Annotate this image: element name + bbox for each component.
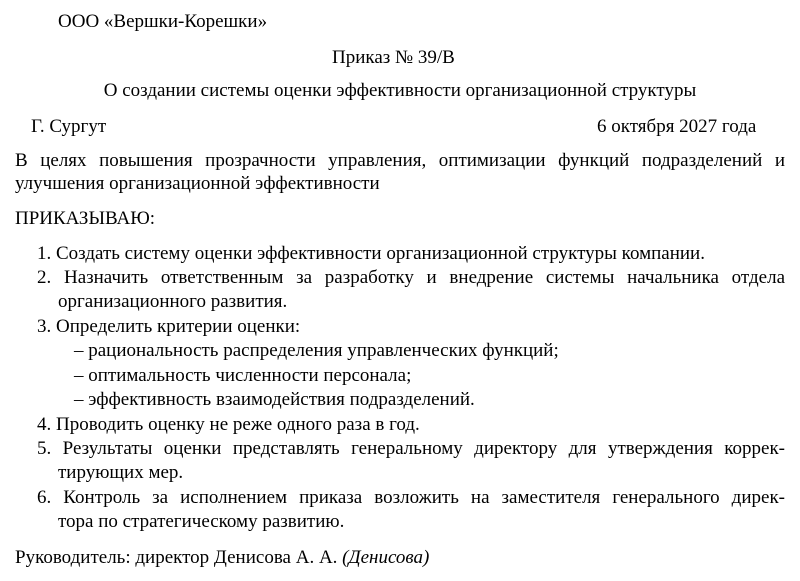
preamble-line-1: В целях повышения прозрачности управления, оптимизации функций подразделений и — [15, 150, 785, 171]
order-title: О создании системы оценки эффективности организационной структуры — [103, 80, 697, 101]
list-item-text: Назначить ответственным за разработку и внедрение системы начальника отдела — [63, 267, 786, 288]
order-number: Приказ № 39/В — [332, 47, 455, 68]
criteria-item-2: – оптимальность численности персонала; — [74, 365, 412, 386]
list-item-6-continuation: тора по стратегическому развитию. — [58, 511, 345, 532]
list-item-5-continuation: тирующих мер. — [58, 462, 184, 483]
list-item-text: Проводить оценку не реже одного раза в год. — [56, 414, 420, 435]
signature-handwritten: (Денисова) — [342, 547, 430, 568]
order-date: 6 октября 2027 года — [597, 116, 757, 137]
list-item-4 — [37, 414, 420, 436]
list-item-text: Контроль за исполнением приказа возложить на заместителя генерального дирек- — [63, 487, 785, 508]
order-city: Г. Сургут — [31, 116, 107, 137]
list-item-number: 5. — [37, 438, 52, 459]
list-item-number: 3. — [37, 316, 52, 337]
list-item-number: 1. — [37, 243, 52, 264]
list-item-text: Результаты оценки представлять генеральному директору для утверждения коррек- — [62, 438, 786, 459]
list-item-text: Определить критерии оценки: — [56, 316, 301, 337]
preamble-line-2: улучшения организационной эффективности — [15, 173, 380, 194]
order-word: ПРИКАЗЫВАЮ: — [15, 208, 156, 229]
criteria-item-3: – эффективность взаимодействия подразделений. — [74, 389, 475, 410]
list-item-6 — [37, 487, 785, 509]
list-item-number: 2. — [37, 267, 52, 288]
list-item-number: 6. — [37, 487, 52, 508]
signature-line — [15, 547, 429, 569]
criteria-item-1: – рациональность распределения управленческих функций; — [74, 340, 559, 361]
signature-label: Руководитель: директор Денисова А. А. — [15, 547, 338, 568]
list-item-2 — [37, 267, 785, 289]
list-item-number: 4. — [37, 414, 52, 435]
list-item-1 — [37, 243, 705, 265]
list-item-2-continuation: организационного развития. — [58, 291, 288, 312]
organization-name: ООО «Вершки-Корешки» — [58, 11, 268, 32]
list-item-text: Создать систему оценки эффективности организационной структуры компании. — [56, 243, 705, 264]
list-item-5 — [37, 438, 785, 460]
list-item-3 — [37, 316, 300, 338]
